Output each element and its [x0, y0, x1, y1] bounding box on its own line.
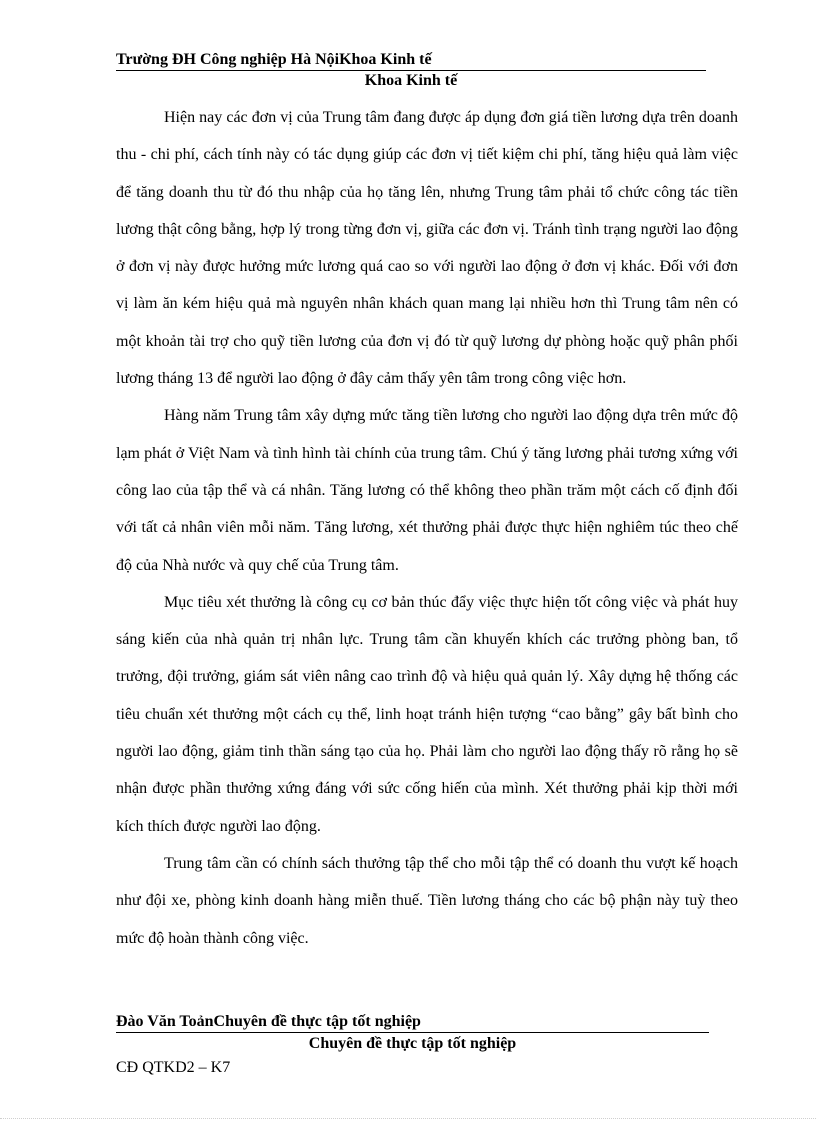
page-footer-subtitle: Chuyên đề thực tập tốt nghiệp: [308, 1035, 517, 1052]
paragraph: Trung tâm cần có chính sách thưởng tập thể cho mỗi tập thể có doanh thu vượt kế hoạch như đội xe, phòng kinh doanh hàng miễn thuế. Tiền lương tháng cho các bộ phận này tuỳ theo mức độ hoàn thành công việc.: [116, 854, 738, 947]
document-body: [116, 99, 738, 957]
paragraph: Hiện nay các đơn vị của Trung tâm đang được áp dụng đơn giá tiền lương dựa trên doanh thu - chi phí, cách tính này có tác dụng giúp các đơn vị tiết kiệm chi phí, tăng hiệu quả làm việc để tăng doanh thu từ đó thu nhập của họ tăng lên, nhưng Trung tâm phải tổ chức công tác tiền lương thật công bằng, hợp lý trong từng đơn vị, giữa các đơn vị. Tránh tình trạng người lao động ở đơn vị này được hưởng mức lương quá cao so với người lao động ở đơn vị khác. Đối với đơn vị làm ăn kém hiệu quả mà nguyên nhân khách quan mang lại nhiều hơn thì Trung tâm nên có một khoản tài trợ cho quỹ tiền lương của đơn vị đó từ quỹ lương dự phòng hoặc quỹ phân phối lương tháng 13 để người lao động ở đây cảm thấy yên tâm trong công việc hơn.: [116, 109, 738, 388]
paragraph: Mục tiêu xét thưởng là công cụ cơ bản thúc đẩy việc thực hiện tốt công việc và phát huy sáng kiến của nhà quản trị nhân lực. Trung tâm cần khuyến khích các trưởng phòng ban, tổ trưởng, đội trưởng, giám sát viên nâng cao trình độ và hiệu quả quản lý. Xây dựng hệ thống các tiêu chuẩn xét thưởng một cách cụ thể, linh hoạt tránh hiện tượng “cao bằng” gây bất bình cho người lao động, giảm tinh thần sáng tạo của họ. Phải làm cho người lao động thấy rõ rằng họ sẽ nhận được phần thưởng xứng đáng với sức cống hiến của mình. Xét thưởng phải kịp thời mới kích thích được người lao động.: [116, 593, 738, 835]
page-header-subtitle: Khoa Kinh tế: [364, 72, 458, 89]
paragraph: Hàng năm Trung tâm xây dựng mức tăng tiền lương cho người lao động dựa trên mức độ lạm phát ở Việt Nam và tình hình tài chính của trung tâm. Chú ý tăng lương phải tương xứng với công lao của tập thể và cá nhân. Tăng lương có thể không theo phần trăm một cách cố định đối với tất cả nhân viên mỗi năm. Tăng lương, xét thưởng phải được thực hiện nghiêm túc theo chế độ của Nhà nước và quy chế của Trung tâm.: [116, 407, 738, 574]
page-bottom-divider: [0, 1118, 816, 1119]
page-header-title: Trường ĐH Công nghiệp Hà NộiKhoa Kinh tế: [116, 50, 706, 71]
page-footer-code: CĐ QTKD2 – K7: [116, 1059, 231, 1076]
page-footer-title: Đào Văn ToảnChuyên đề thực tập tốt nghiệp: [116, 1012, 709, 1033]
